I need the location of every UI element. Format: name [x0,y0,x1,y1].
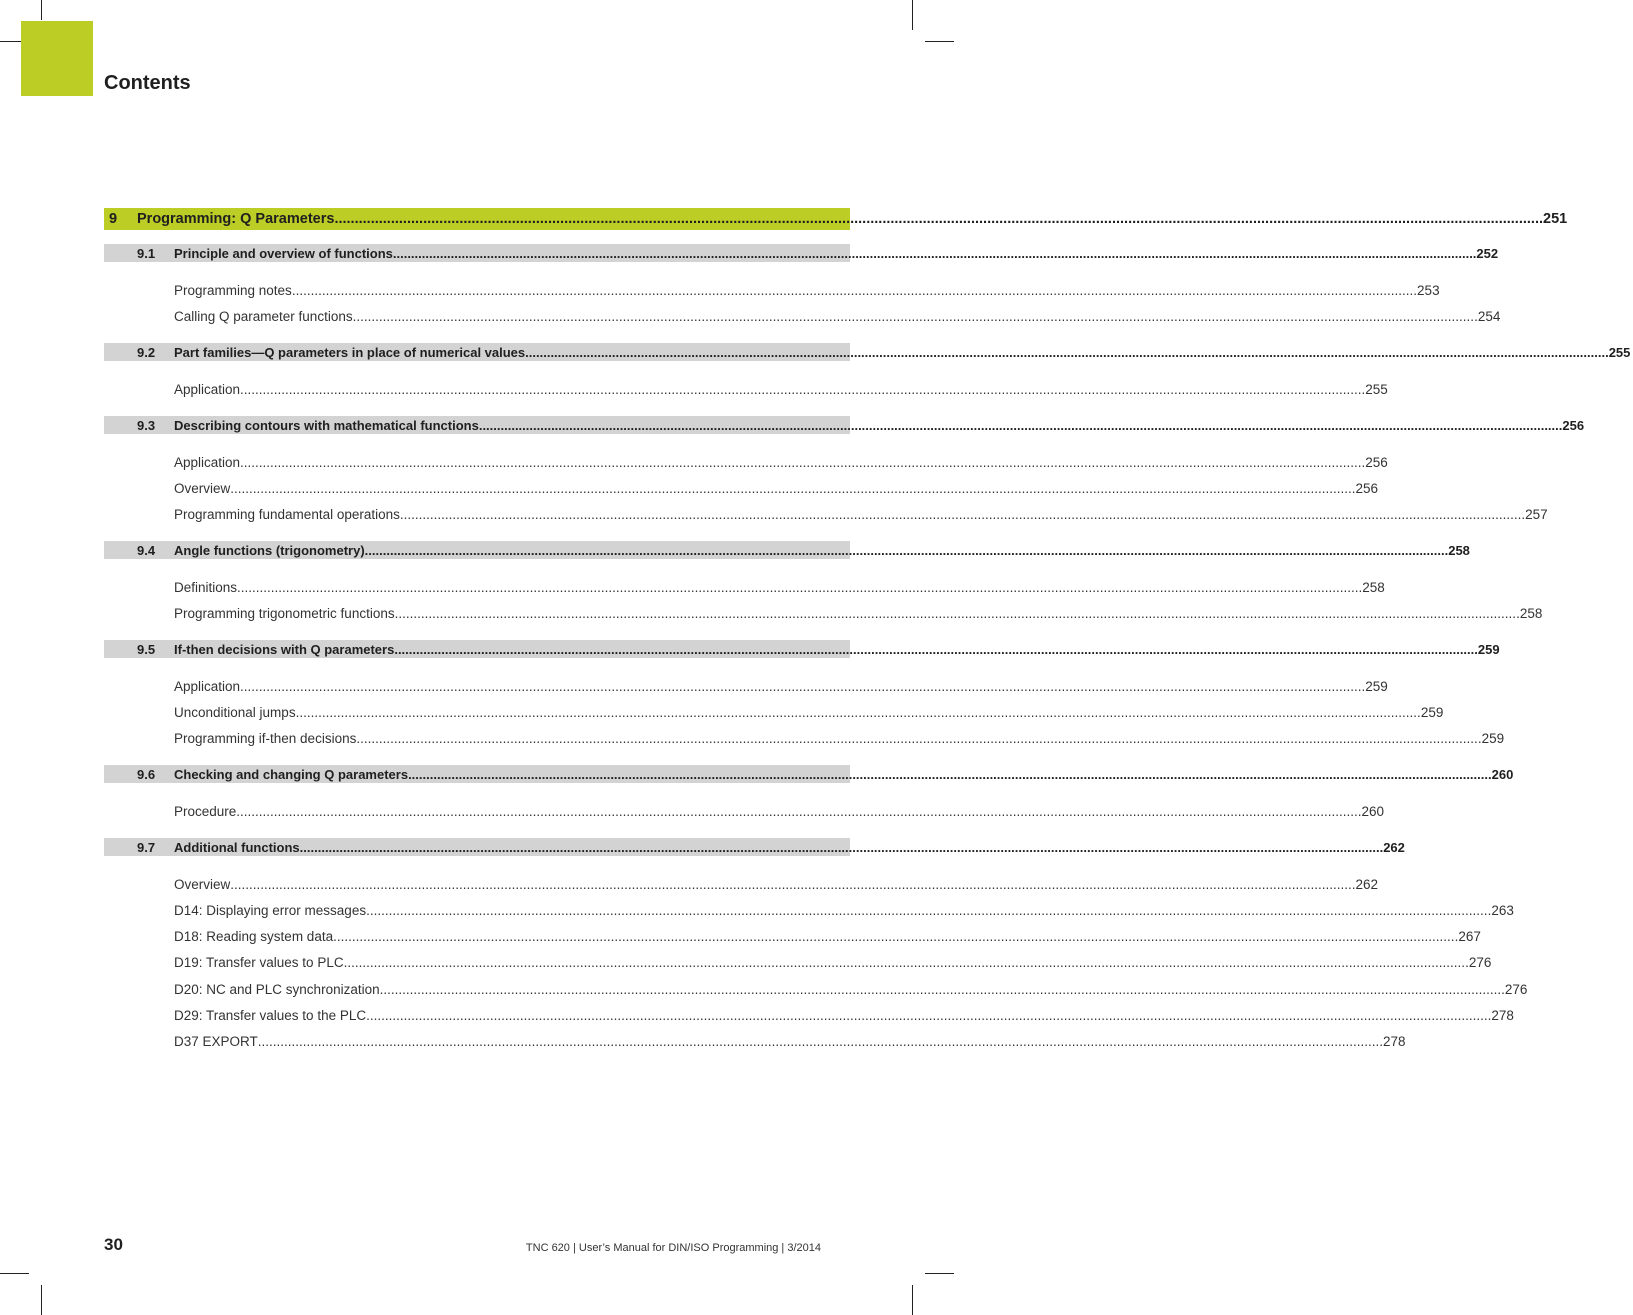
toc-entry-row[interactable] [104,702,1444,720]
entry-title: Unconditional jumps [174,705,296,720]
section-title: Additional functions [174,839,300,855]
toc-section-row[interactable] [104,765,1514,783]
entry-title: Programming notes [174,283,292,298]
footer-text: TNC 620 | User’s Manual for DIN/ISO Programming | 3/2014 [525,1242,821,1254]
leader-dots: ............................................................................................................................................................................................................................................................................................................ [240,679,1366,694]
leader-dots: ............................................................................................................................................................................................................................................................................................................ [334,211,1544,227]
toc-entry-row[interactable] [104,728,1505,746]
section-number: 9.6 [137,766,156,782]
crop-mark [0,41,21,42]
section-title: Angle functions (trigonometry) [174,542,365,558]
toc-entry-row[interactable] [104,504,1548,522]
section-page: 260 [1491,766,1514,782]
crop-mark [925,1273,954,1274]
footer-page-number: 30 [104,1235,123,1254]
entry-title: Procedure [174,804,237,819]
entry-title: D18: Reading system data [174,929,334,944]
page-title: Contents [104,72,191,94]
entry-page: 276 [1468,955,1492,970]
leader-dots: ............................................................................................................................................................................................................................................................................................................ [291,283,1418,298]
entry-page: 256 [1355,481,1379,496]
section-title: Checking and changing Q parameters [174,766,409,782]
entry-page: 260 [1361,804,1385,819]
leader-dots: ............................................................................................................................................................................................................................................................................................................ [257,1034,1384,1049]
entry-title: D19: Transfer values to PLC [174,955,344,970]
entry-page: 254 [1477,309,1501,324]
chapter-number: 9 [109,211,118,227]
chapter-page: 251 [1543,211,1568,227]
entry-page: 259 [1365,679,1388,694]
crop-mark [0,1273,29,1274]
leader-dots: ............................................................................................................................................................................................................................................................................................................ [295,705,1421,720]
leader-dots: ............................................................................................................................................................................................................................................................................................................ [478,417,1563,433]
leader-dots: ............................................................................................................................................................................................................................................................................................................ [394,641,1478,657]
section-page: 262 [1383,839,1405,855]
toc-entry-row[interactable] [104,1031,1406,1049]
section-number: 9.4 [137,542,156,558]
entry-title: D29: Transfer values to the PLC [174,1008,367,1023]
toc-section-row[interactable] [104,343,1631,361]
entry-page: 259 [1420,705,1444,720]
toc-entry-row[interactable] [104,306,1501,324]
leader-dots: ............................................................................................................................................................................................................................................................................................................ [236,804,1362,819]
leader-dots: ............................................................................................................................................................................................................................................................................................................ [237,580,1363,595]
entry-page: 258 [1362,580,1385,595]
leader-dots: ............................................................................................................................................................................................................................................................................................................ [366,1008,1492,1023]
entry-page: 257 [1525,507,1548,522]
entry-title: D37 EXPORT [174,1034,258,1049]
toc-entry-row[interactable] [104,952,1492,970]
section-number: 9.3 [137,417,156,433]
leader-dots: ............................................................................................................................................................................................................................................................................................................ [352,309,1478,324]
toc-section-row[interactable] [104,838,1405,856]
toc-entry-row[interactable] [104,979,1528,997]
toc-section-row[interactable] [104,416,1585,434]
entry-page: 278 [1383,1034,1406,1049]
entry-title: Application [174,679,241,694]
entry-title: Programming if-then decisions [174,731,357,746]
section-number: 9.7 [137,839,156,855]
section-page: 256 [1562,417,1585,433]
leader-dots: ............................................................................................................................................................................................................................................................................................................ [392,245,1477,261]
section-number: 9.5 [137,641,156,657]
entry-title: Definitions [174,580,238,595]
toc-entry-row[interactable] [104,900,1514,918]
toc-entry-row[interactable] [104,1005,1514,1023]
entry-page: 276 [1504,982,1528,997]
section-number: 9.1 [137,245,156,261]
toc-entry-row[interactable] [104,280,1440,298]
leader-dots: ............................................................................................................................................................................................................................................................................................................ [299,839,1384,855]
entry-page: 256 [1365,455,1388,470]
entry-title: Application [174,455,241,470]
toc-entry-row[interactable] [104,926,1481,944]
section-page: 259 [1477,641,1500,657]
leader-dots: ............................................................................................................................................................................................................................................................................................................ [230,877,1356,892]
leader-dots: ............................................................................................................................................................................................................................................................................................................ [240,455,1366,470]
chapter-tab-marker [21,21,93,96]
toc-section-row[interactable] [104,640,1500,658]
leader-dots: ............................................................................................................................................................................................................................................................................................................ [379,982,1505,997]
section-number: 9.2 [137,344,156,360]
entry-page: 278 [1491,1008,1514,1023]
entry-page: 263 [1491,903,1514,918]
crop-mark [41,1285,42,1315]
crop-mark [912,0,913,30]
leader-dots: ............................................................................................................................................................................................................................................................................................................ [525,344,1609,360]
toc-entry-row[interactable] [104,452,1388,470]
toc-entry-row[interactable] [104,801,1385,819]
section-title: Principle and overview of functions [174,245,393,261]
section-title: Part families—Q parameters in place of numerical values [174,344,526,360]
crop-mark [41,0,42,20]
section-title: Describing contours with mathematical functions [174,417,479,433]
entry-title: Overview [174,877,231,892]
entry-title: Programming fundamental operations [174,507,400,522]
crop-mark [912,1285,913,1315]
leader-dots: ............................................................................................................................................................................................................................................................................................................ [333,929,1459,944]
toc-entry-row[interactable] [104,676,1388,694]
toc-section-row[interactable] [104,244,1499,262]
section-page: 255 [1608,344,1631,360]
leader-dots: ............................................................................................................................................................................................................................................................................................................ [230,481,1356,496]
entry-page: 255 [1365,382,1388,397]
entry-page: 262 [1355,877,1379,892]
entry-title: D20: NC and PLC synchronization [174,982,380,997]
leader-dots: ............................................................................................................................................................................................................................................................................................................ [343,955,1469,970]
toc-section-row[interactable] [104,541,1470,559]
section-title: If-then decisions with Q parameters [174,641,395,657]
toc-entry-row[interactable] [104,379,1388,397]
entry-page: 258 [1519,606,1543,621]
section-page: 258 [1448,542,1470,558]
leader-dots: ............................................................................................................................................................................................................................................................................................................ [408,766,1492,782]
leader-dots: ............................................................................................................................................................................................................................................................................................................ [394,606,1520,621]
entry-title: D14: Displaying error messages [174,903,367,918]
entry-page: 253 [1417,283,1440,298]
entry-title: Application [174,382,241,397]
leader-dots: ............................................................................................................................................................................................................................................................................................................ [356,731,1482,746]
toc-entry-row[interactable] [104,874,1379,892]
toc-entry-row[interactable] [104,603,1543,621]
toc-chapter-row[interactable] [104,208,1568,230]
leader-dots: ............................................................................................................................................................................................................................................................................................................ [364,542,1449,558]
entry-title: Programming trigonometric functions [174,606,395,621]
leader-dots: ............................................................................................................................................................................................................................................................................................................ [240,382,1366,397]
entry-title: Overview [174,481,231,496]
crop-mark [925,41,954,42]
leader-dots: ............................................................................................................................................................................................................................................................................................................ [366,903,1492,918]
leader-dots: ............................................................................................................................................................................................................................................................................................................ [399,507,1526,522]
section-page: 252 [1476,245,1499,261]
toc-entry-row[interactable] [104,478,1379,496]
entry-title: Calling Q parameter functions [174,309,353,324]
toc-entry-row[interactable] [104,577,1385,595]
chapter-title: Programming: Q Parameters [137,211,335,227]
entry-page: 259 [1481,731,1505,746]
entry-page: 267 [1458,929,1481,944]
